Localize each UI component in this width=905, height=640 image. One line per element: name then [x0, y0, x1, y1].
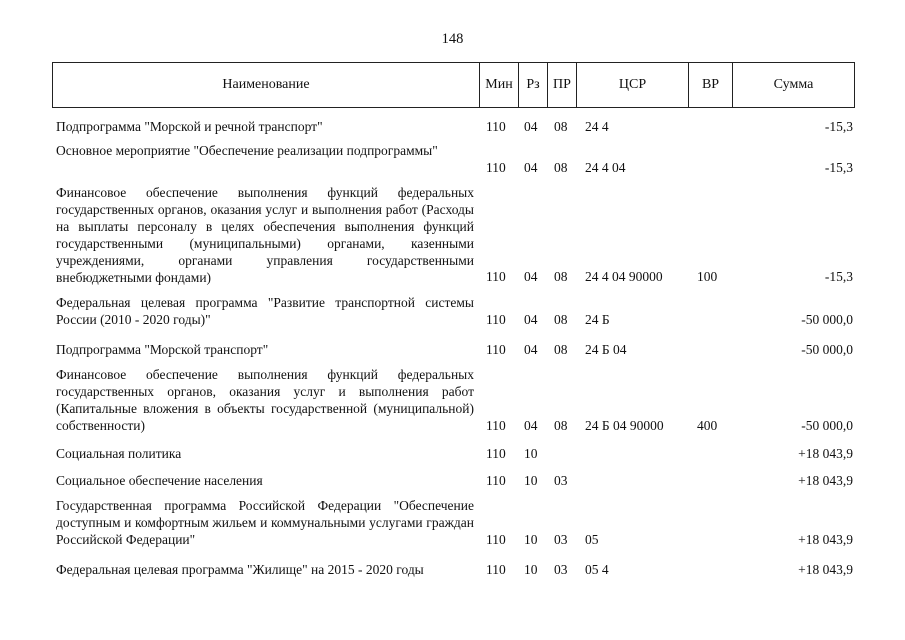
row-sum: -50 000,0 — [801, 312, 853, 327]
row-pr: 03 — [554, 532, 568, 547]
row-csr: 24 Б — [585, 312, 610, 327]
row-min: 110 — [486, 160, 506, 175]
row-csr: 24 4 04 — [585, 160, 626, 175]
row-pr: 08 — [554, 418, 568, 433]
row-sum: +18 043,9 — [798, 473, 853, 488]
row-sum: -50 000,0 — [801, 418, 853, 433]
row-min: 110 — [486, 473, 506, 488]
row-rz: 10 — [524, 473, 538, 488]
row-rz: 10 — [524, 562, 538, 577]
row-min: 110 — [486, 269, 506, 284]
row-rz: 10 — [524, 446, 538, 461]
row-min: 110 — [486, 342, 506, 357]
row-name: Подпрограмма "Морской и речной транспорт" — [56, 119, 323, 134]
row-vr: 100 — [697, 269, 718, 284]
row-sum: +18 043,9 — [798, 532, 853, 547]
header-vr: ВР — [689, 63, 733, 107]
row-min: 110 — [486, 119, 506, 134]
row-csr: 24 Б 04 90000 — [585, 418, 664, 433]
row-pr: 08 — [554, 269, 568, 284]
row-name: Подпрограмма "Морской транспорт" — [56, 342, 269, 357]
row-sum: +18 043,9 — [798, 562, 853, 577]
row-csr: 05 4 — [585, 562, 609, 577]
row-sum: -15,3 — [824, 269, 853, 284]
row-name: Федеральная целевая программа "Жилище" на 2015 - 2020 годы — [56, 562, 424, 577]
row-min: 110 — [486, 532, 506, 547]
row-csr: 24 Б 04 — [585, 342, 627, 357]
row-pr: 03 — [554, 473, 568, 488]
row-csr: 05 — [585, 532, 599, 547]
header-rz: Рз — [519, 63, 548, 107]
row-csr: 24 4 04 90000 — [585, 269, 663, 284]
row-name: Социальное обеспечение населения — [56, 473, 263, 488]
header-csr: ЦСР — [577, 63, 689, 107]
row-vr: 400 — [697, 418, 718, 433]
table-header — [52, 62, 855, 108]
row-sum: -15,3 — [824, 119, 853, 134]
row-sum: -50 000,0 — [801, 342, 853, 357]
row-pr: 08 — [554, 312, 568, 327]
row-sum: +18 043,9 — [798, 446, 853, 461]
row-sum: -15,3 — [824, 160, 853, 175]
row-name: Финансовое обеспечение выполнения функций федеральных государственных органов, оказания услуг и выполнения работ (Расходы на выплаты персоналу в целях обеспечения выполнения функций государственными (муниципальными) органами, казенными учреждениями, органами управления государственными внебюджетными фондами) — [56, 185, 474, 285]
row-name: Федеральная целевая программа "Развитие транспортной системы России (2010 - 2020 годы)" — [56, 295, 474, 327]
row-name: Государственная программа Российской Федерации "Обеспечение доступным и комфортным жильем и коммунальными услугами граждан Российской Федерации" — [56, 498, 474, 547]
row-min: 110 — [486, 446, 506, 461]
row-rz: 10 — [524, 532, 538, 547]
header-sum: Сумма — [773, 77, 814, 92]
row-pr: 08 — [554, 342, 568, 357]
row-rz: 04 — [524, 312, 538, 327]
header-name: Наименование — [53, 63, 480, 107]
row-pr: 08 — [554, 160, 568, 175]
row-rz: 04 — [524, 342, 538, 357]
row-pr: 08 — [554, 119, 568, 134]
row-rz: 04 — [524, 269, 538, 284]
row-rz: 04 — [524, 119, 538, 134]
row-name: Социальная политика — [56, 446, 182, 461]
row-min: 110 — [486, 312, 506, 327]
row-rz: 04 — [524, 160, 538, 175]
row-name: Финансовое обеспечение выполнения функций федеральных государственных органов, оказания услуг и выполнения работ (Капитальные вложения в объекты государственной (муниципальной) собственности) — [56, 367, 474, 433]
row-rz: 04 — [524, 418, 538, 433]
row-name: Основное мероприятие "Обеспечение реализации подпрограммы" — [56, 143, 438, 158]
row-min: 110 — [486, 562, 506, 577]
row-min: 110 — [486, 418, 506, 433]
row-csr: 24 4 — [585, 119, 609, 134]
header-min: Мин — [480, 63, 519, 107]
page-number: 148 — [441, 31, 464, 47]
header-pr: ПР — [548, 63, 577, 107]
row-pr: 03 — [554, 562, 568, 577]
